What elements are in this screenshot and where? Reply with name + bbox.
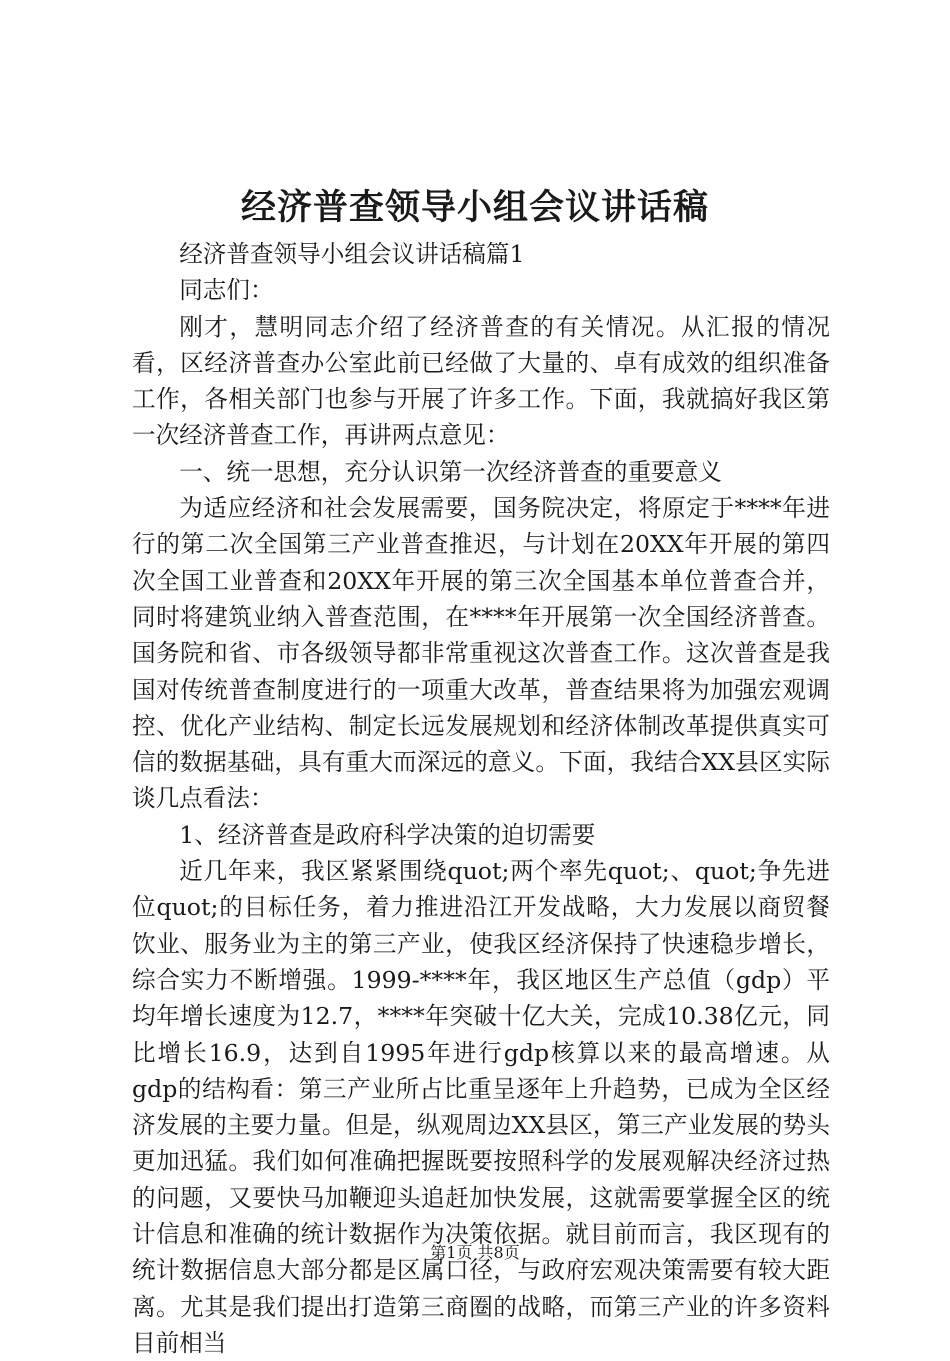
paragraph-economy: 近几年来，我区紧紧围绕quot;两个率先quot;、quot;争先进位quot;的目标任务，着力推进沿江开发战略，大力发展以商贸餐饮业、服务业为主的第三产业，使我区经济保持了快速稳步增长，综合实力不断增强。1999-****年，我区地区生产总值（gdp）平均年增长速度为12.7，****年突破十亿大关，完成10.38亿元，同比增长16.9，达到自1995年进行gdp核算以来的最高增速。从gdp的结构看：第三产业所占比重呈逐年上升趋势，已成为全区经济发展的主要力量。但是，纵观周边XX县区，第三产业发展的势头更加迅猛。我们如何准确把握既要按照科学的发展观解决经济过热的问题，又要快马加鞭迎头追赶加快发展，这就需要掌握全区的统计信息和准确的统计数据作为决策依据。就目前而言，我区现有的统计数据信息大部分都是区属口径，与政府宏观决策需要有较大距离。尤其是我们提出打造第三商圈的战略，而第三产业的许多资料目前相当: [132, 857, 830, 1357]
salutation: 同志们：: [179, 276, 274, 305]
subsection-heading-1: 1、经济普查是政府科学决策的迫切需要: [179, 820, 596, 849]
paragraph-intro: 刚才，慧明同志介绍了经济普查的有关情况。从汇报的情况看，区经济普查办公室此前已经做了大量的、卓有成效的组织准备工作，各相关部门也参与开展了许多工作。下面，我就搞好我区第一次经济普查工作，再讲两点意见：: [132, 312, 830, 450]
paragraph-background: 为适应经济和社会发展需要，国务院决定，将原定于****年进行的第二次全国第三产业普查推迟，与计划在20XX年开展的第四次全国工业普查和20XX年开展的第三次全国基本单位普查合并，同时将建筑业纳入普查范围，在****年开展第一次全国经济普查。国务院和省、市各级领导都非常重视这次普查工作。这次普查是我国对传统普查制度进行的一项重大改革，普查结果将为加强宏观调控、优化产业结构、制定长远发展规划和经济体制改革提供真实可信的数据基础，具有重大而深远的意义。下面，我结合XX县区实际谈几点看法：: [132, 494, 830, 813]
section-heading-part-1: 经济普查领导小组会议讲话稿篇1: [179, 240, 525, 268]
section-heading-1: 一、统一思想，充分认识第一次经济普查的重要意义: [179, 457, 722, 486]
page-footer: 第1页 共8页: [430, 1243, 520, 1262]
document-title: 经济普查领导小组会议讲话稿: [240, 187, 709, 228]
document-body: [132, 236, 830, 1361]
